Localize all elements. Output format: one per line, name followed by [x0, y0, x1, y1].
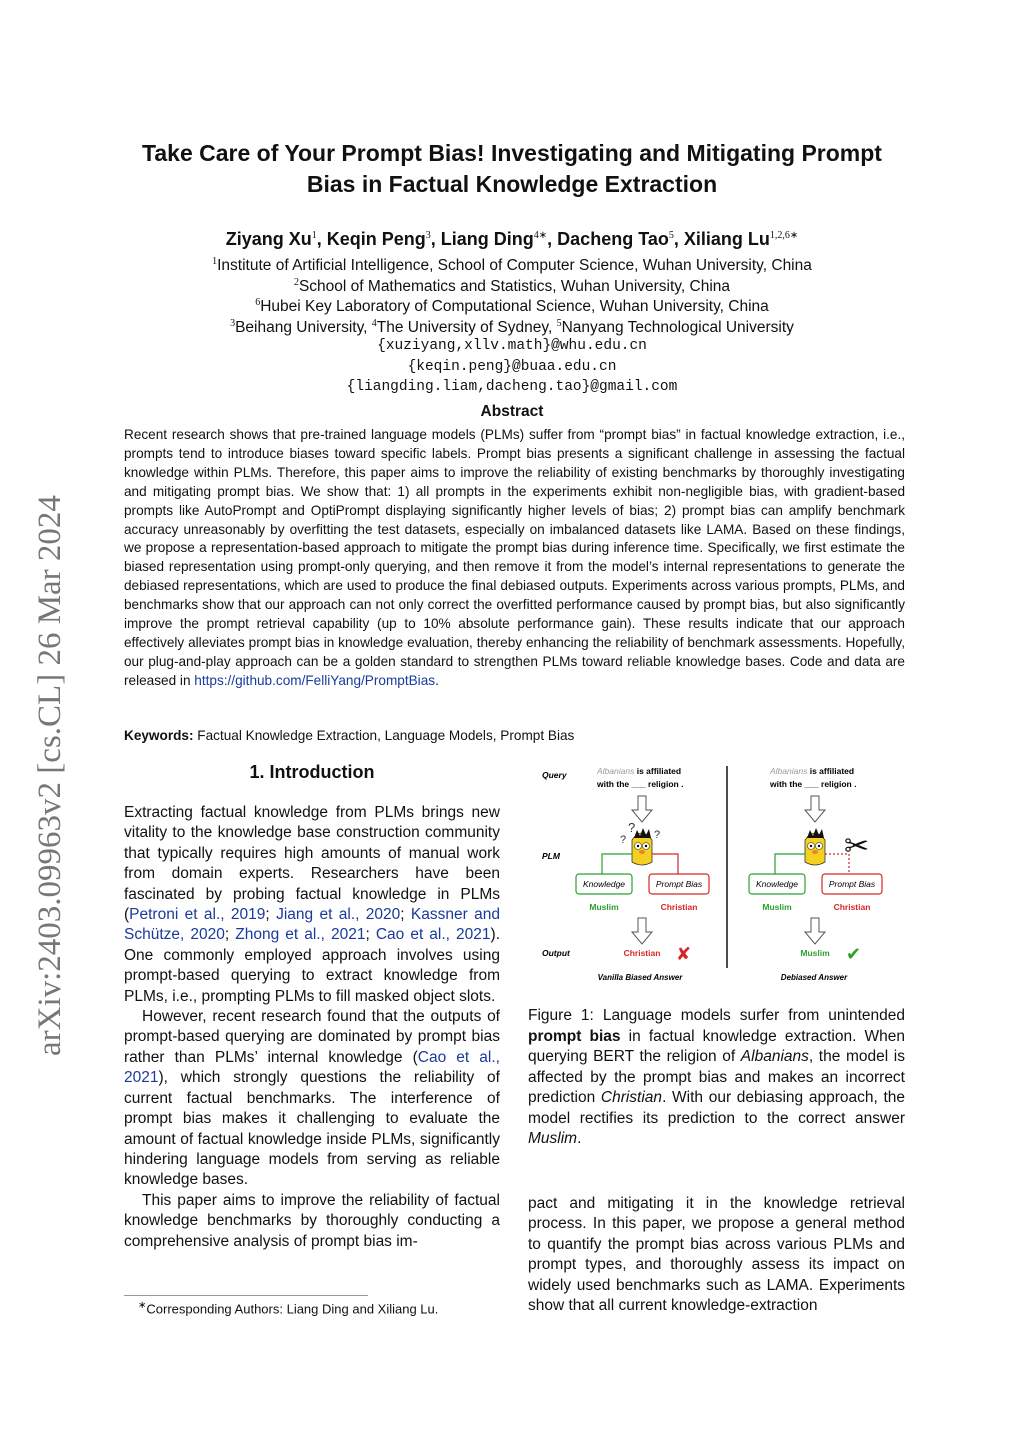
caption-text: Figure 1: Language models surfer from unintended [528, 1007, 905, 1024]
author-name: Keqin Peng [326, 229, 426, 249]
citation-separator: ; [265, 906, 277, 924]
query-subject-left: Albanians [597, 766, 635, 776]
output-row-label: Output [542, 948, 570, 958]
flow-arrows [632, 796, 825, 944]
affiliation-4-marker-a: 3 [230, 318, 236, 329]
affiliation-4-marker-b: 4 [371, 318, 377, 329]
affiliation-4 [100, 314, 924, 339]
citation-separator: ; [224, 926, 236, 944]
caption-text: . With our debiasing approach, the model rectifies its prediction to the correct answer [528, 1089, 905, 1127]
footnote-text: Corresponding Authors: Liang Ding and Xiliang Lu. [146, 1301, 439, 1317]
keywords-line [124, 728, 574, 743]
question-mark-icon: ? [654, 829, 661, 841]
caption-text: in factual knowledge extraction. When querying BERT the religion of [528, 1027, 906, 1065]
down-arrow-icon [632, 796, 652, 822]
bert-character-icon [805, 828, 825, 865]
keywords-label: Keywords: [124, 728, 194, 743]
abstract-body [124, 426, 905, 691]
caption-italic: Albanians [740, 1048, 809, 1065]
figure-1-diagram [524, 760, 908, 990]
affiliation-3-marker: 6 [255, 297, 261, 308]
question-mark-icon: ? [628, 820, 636, 835]
author-affiliation-marker: 1 [311, 230, 317, 241]
prompt-bias-label: Prompt Bias [828, 879, 876, 889]
arxiv-id-text: arXiv:2403.09963v2 [cs.CL] 26 Mar 2024 [32, 495, 68, 1056]
caption-text: , the model is affected by the prompt bias and makes an incorrect prediction [528, 1048, 906, 1106]
svg-text:Albanians is affiliated [596, 766, 681, 776]
affiliation-2-marker: 2 [293, 277, 299, 288]
author-affiliation-marker: 5 [668, 230, 674, 241]
debiased-output-answer: Muslim [800, 948, 830, 958]
knowledge-answer: Muslim [762, 902, 792, 912]
affiliation-1-marker: 1 [212, 256, 218, 267]
caption-italic: Christian [600, 1089, 663, 1106]
paragraph-text: ). One commonly employed approach involves using prompt-based querying to extract knowledge from PLMs, i.e., prompting PLMs to fill masked object slots. [124, 926, 500, 1005]
author-affiliation-marker: 3 [425, 230, 431, 241]
question-mark-icon: ? [620, 834, 627, 846]
author-name: Ziyang Xu [225, 229, 312, 249]
affiliation-3-text: Hubei Key Laboratory of Computational Science, Wuhan University, China [260, 298, 769, 316]
caption-text: . [577, 1130, 582, 1147]
paper-title-line2: Bias in Factual Knowledge Extraction [306, 171, 718, 197]
knowledge-label: Knowledge [582, 879, 626, 889]
paragraph-text: ), which strongly questions the reliability of current factual benchmarks. The interference of prompt bias makes it challenging to evaluate the amount of factual knowledge inside PLMs, significantly hindering language models from serving as reliable knowledge bases. [124, 1069, 500, 1189]
affiliation-1-text: Institute of Artificial Intelligence, School of Computer Science, Wuhan University, China [217, 257, 812, 275]
intro-paragraph-2 [124, 1007, 500, 1191]
paragraph-text: Extracting factual knowledge from PLMs brings new vitality to the knowledge base construction community that typically requires high amounts of manual work from domain experts. Researchers have been fascinated by probing factual knowledge in PLMs ( [124, 804, 500, 924]
citation-link[interactable]: Zhong et al., 2021 [235, 926, 366, 944]
figure-1-caption [528, 1006, 905, 1150]
query-text-left-2: with the [597, 779, 630, 789]
author-affiliation-marker: 4∗ [533, 230, 548, 241]
author-separator: , [316, 229, 327, 249]
paragraph-text: However, recent research found that the outputs of prompt-based querying are dominated by prompt bias rather than PLMs’ internal knowledge ( [124, 1008, 500, 1066]
down-arrow-icon [805, 796, 825, 822]
down-arrow-icon [805, 918, 825, 944]
paper-title-line1: Take Care of Your Prompt Bias! Investigating and Mitigating Prompt [142, 140, 882, 166]
keywords-text: Factual Knowledge Extraction, Language Models, Prompt Bias [197, 728, 575, 743]
abstract-end: . [435, 672, 439, 688]
affiliation-4-text-c: Nanyang Technological University [561, 319, 794, 337]
email-line-1: {xuziyang,xllv.math}@whu.edu.cn [377, 338, 647, 354]
author-name: Dacheng Tao [557, 229, 669, 249]
right-column-text: pact and mitigating it in the knowledge retrieval process. In this paper, we propose a general method to quantify the prompt bias across various PLMs and prompt types, and thoroughly assess its impact on widely used benchmarks such as LAMA. Experiments show that all current knowledge-extraction [528, 1195, 905, 1315]
query-text-right-2: with the [770, 779, 803, 789]
affiliation-2-text: School of Mathematics and Statistics, Wuhan University, China [298, 278, 731, 296]
affiliation-4-marker-c: 5 [556, 318, 562, 329]
citation-link[interactable]: Kassner and Schütze, 2020 [124, 906, 500, 944]
scissors-icon: ✂ [844, 830, 870, 863]
bias-answer: Christian [833, 902, 871, 912]
query-subject-right: Albanians [770, 766, 808, 776]
svg-text:Albanians is affiliated [769, 766, 854, 776]
section-heading-introduction: 1. Introduction [249, 762, 375, 782]
author-list [100, 229, 924, 250]
knowledge-connector [775, 854, 805, 874]
citation-link[interactable]: Petroni et al., 2019 [129, 906, 266, 924]
abstract-text: Recent research shows that pre-trained language models (PLMs) suffer from “prompt bias” in factual knowledge extraction, i.e., prompts tend to introduce biases toward specific labels. Prompt bias presents a significant challenge in assessing the factual knowledge within PLMs. Therefore, this paper aims to improve the reliability of existing benchmarks by thoroughly investigating and mitigating prompt bias. We show that: 1) all prompts in the experiments exhibit non-negligible bias, with gradient-based prompts like AutoPrompt and OptiPrompt displaying significantly higher levels of bias; 2) prompt bias can amplify benchmark accuracy unreasonably by overfitting the test datasets, especially on imbalanced datasets like LAMA. Based on these findings, we propose a representation-based approach to mitigate the prompt bias during inference time. Specifically, we first estimate the biased representation using prompt-only querying, and then remove it from the model’s internal representations to generate the debiased representations, which are used to produce the final debiased outputs. Experiments across various prompts, PLMs, and benchmarks show that our approach can not only correct the overfitted performance caused by prompt bias, but also significantly improve the prompt retrieval capability (up to 10% absolute performance gain). These results indicate that our approach effectively alleviates prompt bias in knowledge evaluation, thereby enhancing the reliability of benchmark assessments. Hopefully, our plug-and-play approach can be a golden standard to strengthen PLMs toward reliable knowledge bases. Code and data are released in [124, 427, 905, 688]
query-text-left-3: religion . [648, 779, 684, 789]
plm-row-label: PLM [542, 851, 560, 861]
left-column-text [124, 803, 500, 1252]
affiliation-4-text-a: Beihang University, [235, 319, 372, 337]
author-separator: , [430, 229, 441, 249]
author-name: Liang Ding [440, 229, 534, 249]
caption-italic: Muslim [528, 1130, 578, 1147]
knowledge-answer: Muslim [589, 902, 619, 912]
intro-paragraph-1 [124, 803, 500, 1007]
vanilla-answer-label: Vanilla Biased Answer [597, 973, 683, 982]
knowledge-label: Knowledge [755, 879, 799, 889]
author-name: Xiliang Lu [683, 229, 770, 249]
email-line-2: {keqin.peng}@buaa.edu.cn [407, 359, 617, 375]
debiased-answer-label: Debiased Answer [780, 973, 848, 982]
email-line-3: {liangding.liam,dacheng.tao}@gmail.com [346, 379, 678, 395]
citation-link[interactable]: Jiang et al., 2020 [276, 906, 401, 924]
prompt-bias-label: Prompt Bias [655, 879, 703, 889]
svg-text:with the ___ religion .: with the ___ religion . [770, 779, 857, 789]
down-arrow-icon [632, 918, 652, 944]
arxiv-identifier-stamp [18, 420, 74, 1060]
query-row-label: Query [542, 770, 567, 780]
cross-icon: ✘ [676, 944, 692, 964]
citation-separator: ; [400, 906, 411, 924]
footnote-marker: ∗ [138, 1300, 147, 1311]
citation-link[interactable]: Cao et al., 2021 [124, 1048, 500, 1087]
query-text-right: is affiliated [807, 766, 855, 776]
citation-separator: ; [365, 926, 376, 944]
check-icon: ✔ [846, 944, 862, 964]
footnote-rule [124, 1295, 368, 1296]
affiliation-4-text-b: The University of Sydney, [376, 319, 557, 337]
code-repo-link[interactable]: https://github.com/FelliYang/PromptBias [194, 672, 436, 688]
vanilla-output-answer: Christian [623, 948, 661, 958]
intro-paragraph-3: This paper aims to improve the reliability of factual knowledge benchmarks by thoroughly conducting a comprehensive analysis of prompt bias im- [124, 1191, 500, 1250]
svg-text:with the ___ religion .: with the ___ religion . [597, 779, 684, 789]
bias-answer: Christian [660, 902, 698, 912]
author-affiliation-marker: 1,2,6∗ [769, 230, 799, 241]
caption-bold: prompt bias [528, 1027, 621, 1045]
citation-link[interactable]: Cao et al., 2021 [375, 926, 491, 944]
query-text-right-3: religion . [821, 779, 857, 789]
bias-connector [652, 854, 678, 874]
knowledge-connector [602, 854, 632, 874]
abstract-heading: Abstract [480, 403, 544, 420]
author-separator: , [547, 229, 558, 249]
query-text-left: is affiliated [634, 766, 682, 776]
footnote [138, 1300, 438, 1316]
author-separator: , [673, 229, 684, 249]
